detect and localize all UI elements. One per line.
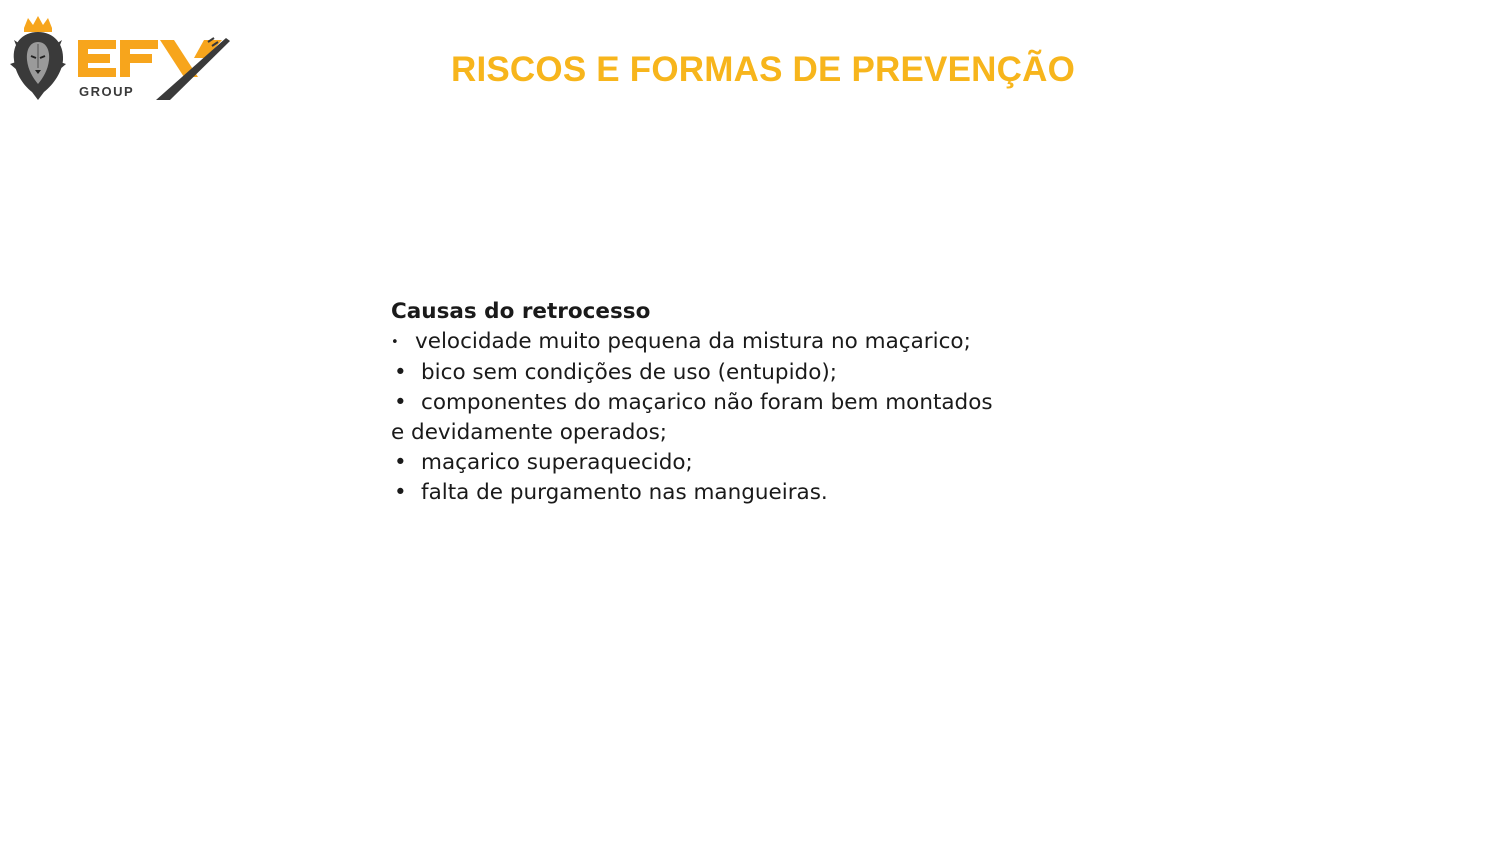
- list-item: [391, 358, 1111, 388]
- list-item: [391, 388, 1111, 418]
- list-item-text: componentes do maçarico não foram bem montados: [421, 390, 993, 415]
- list-item-text: velocidade muito pequena da mistura no maçarico;: [415, 329, 971, 354]
- bullet-list: [391, 297, 1111, 508]
- list-item-text: bico sem condições de uso (entupido);: [421, 360, 837, 385]
- list-item: [391, 327, 1111, 358]
- logo-group-text: GROUP: [79, 84, 135, 99]
- bullet-icon: •: [394, 390, 407, 415]
- bullet-icon: •: [394, 450, 407, 475]
- list-item: [391, 478, 1111, 508]
- list-item: [391, 448, 1111, 478]
- list-item-continuation: [391, 418, 1111, 448]
- bullet-icon: •: [394, 360, 407, 385]
- slide-title: RISCOS E FORMAS DE PREVENÇÃO: [450, 50, 1075, 89]
- list-item-text: falta de purgamento nas mangueiras.: [421, 480, 828, 505]
- list-item-text: e devidamente operados;: [391, 420, 668, 445]
- bullet-icon: •: [394, 480, 407, 505]
- bullet-icon: •: [391, 335, 399, 350]
- section-heading: Causas do retrocesso: [391, 299, 651, 324]
- list-item-text: maçarico superaquecido;: [421, 450, 693, 475]
